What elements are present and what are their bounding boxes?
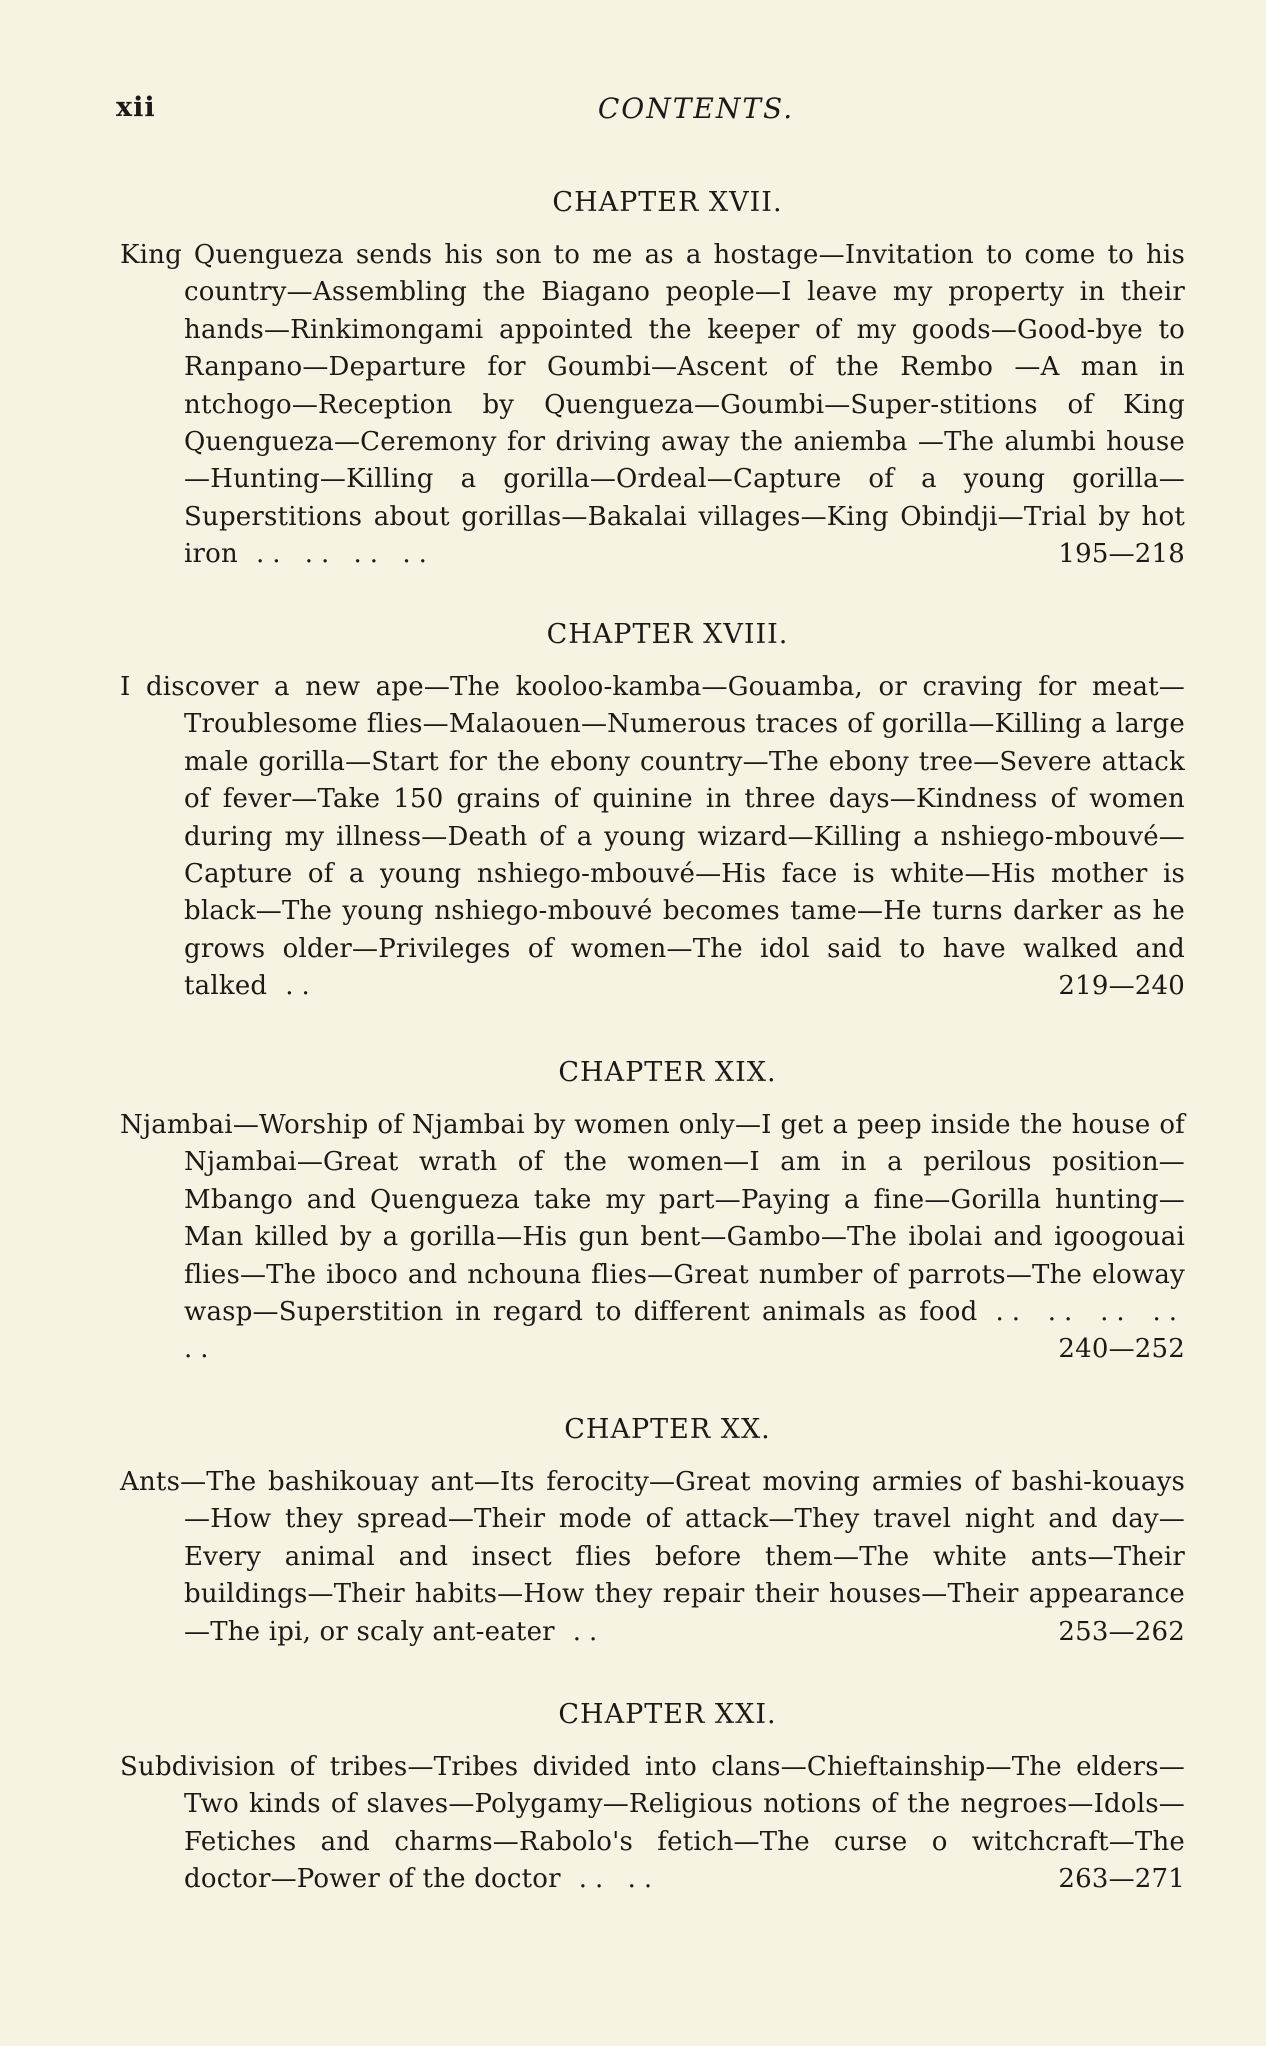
page-range: 219—240 <box>1058 971 1185 1002</box>
page-range: 240—252 <box>1058 1334 1185 1365</box>
chapter-summary <box>120 237 1185 574</box>
page-range: 263—271 <box>1058 1864 1185 1895</box>
chapter-heading: CHAPTER XIX. <box>558 1057 777 1088</box>
chapter-heading: CHAPTER XX. <box>564 1414 771 1445</box>
dot-leaders: .. .. .. .. .. <box>184 1297 1185 1365</box>
dot-leaders: .. .. .. .. <box>255 539 435 570</box>
page-number: xii <box>116 92 156 123</box>
running-head: CONTENTS. <box>597 92 795 125</box>
chapter-heading: CHAPTER XVIII. <box>546 619 789 650</box>
chapter-entry-xvii <box>120 185 1185 574</box>
dot-leaders: .. <box>572 1616 606 1647</box>
chapter-entry-xx <box>120 1412 1185 1651</box>
dot-leaders: .. <box>285 971 318 1002</box>
chapter-summary <box>120 1749 1185 1899</box>
chapter-entry-xxi <box>120 1697 1185 1899</box>
page-range: 195—218 <box>1058 539 1185 570</box>
chapter-summary <box>120 669 1185 1006</box>
chapter-heading: CHAPTER XXI. <box>558 1699 777 1730</box>
page-range: 253—262 <box>1058 1616 1185 1647</box>
summary-text: Ants—The bashikouay ant—Its ferocity—Great moving armies of bashi-kouays—How they spread—Their mode of attack—They travel night and day—Every animal and insect flies before them—The white ants—Their buildings—Their habits—How they repair their houses—Their appearance—The ipi, or scaly ant-eater <box>120 1467 1185 1647</box>
summary-text: Njambai—Worship of Njambai by women only—I get a peep inside the house of Njambai—Great wrath of the women—I am in a perilous position—Mbango and Quengueza take my part—Paying a fine—Gorilla hunting—Man killed by a gorilla—His gun bent—Gambo—The ibolai and igoogouai flies—The iboco and nchouna flies—Great number of parrots—The eloway wasp—Superstition in regard to different animals as food <box>120 1110 1185 1328</box>
chapter-summary <box>120 1464 1185 1651</box>
chapter-heading: CHAPTER XVII. <box>552 187 783 218</box>
chapter-entry-xviii <box>120 617 1185 1006</box>
chapter-summary <box>120 1107 1185 1369</box>
summary-text: I discover a new ape—The kooloo-kamba—Gouamba, or craving for meat—Troublesome flies—Malaouen—Numerous traces of gorilla—Killing a large male gorilla—Start for the ebony country—The ebony tree—Severe attack of fever—Take 150 grains of quinine in three days—Kindness of women during my illness—Death of a young wizard—Killing a nshiego-mbouvé—Capture of a young nshiego-mbouvé—His face is white—His mother is black—The young nshiego-mbouvé becomes tame—He turns darker as he grows older—Privileges of women—The idol said to have walked and talked <box>120 672 1185 1002</box>
chapter-entry-xix <box>120 1055 1185 1369</box>
summary-text: Subdivision of tribes—Tribes divided into clans—Chieftainship—The elders—Two kinds of slaves—Polygamy—Religious notions of the negroes—Idols—Fetiches and charms—Rabolo's fetich—The curse o witchcraft—The doctor—Power of the doctor <box>120 1752 1185 1895</box>
summary-text: King Quengueza sends his son to me as a hostage—Invitation to come to his country—Assembling the Biagano people—I leave my property in their hands—Rinkimongami appointed the keeper of my goods—Good-bye to Ranpano—Departure for Goumbi—Ascent of the Rembo —A man in ntchogo—Reception by Quengueza—Goumbi—Super-stitions of King Quengueza—Ceremony for driving away the aniemba —The alumbi house—Hunting—Killing a gorilla—Ordeal—Capture of a young gorilla—Superstitions about gorillas—Bakalai villages—King Obindji—Trial by hot iron <box>120 240 1185 570</box>
page-header <box>116 92 1186 132</box>
dot-leaders: .. .. <box>578 1864 661 1895</box>
